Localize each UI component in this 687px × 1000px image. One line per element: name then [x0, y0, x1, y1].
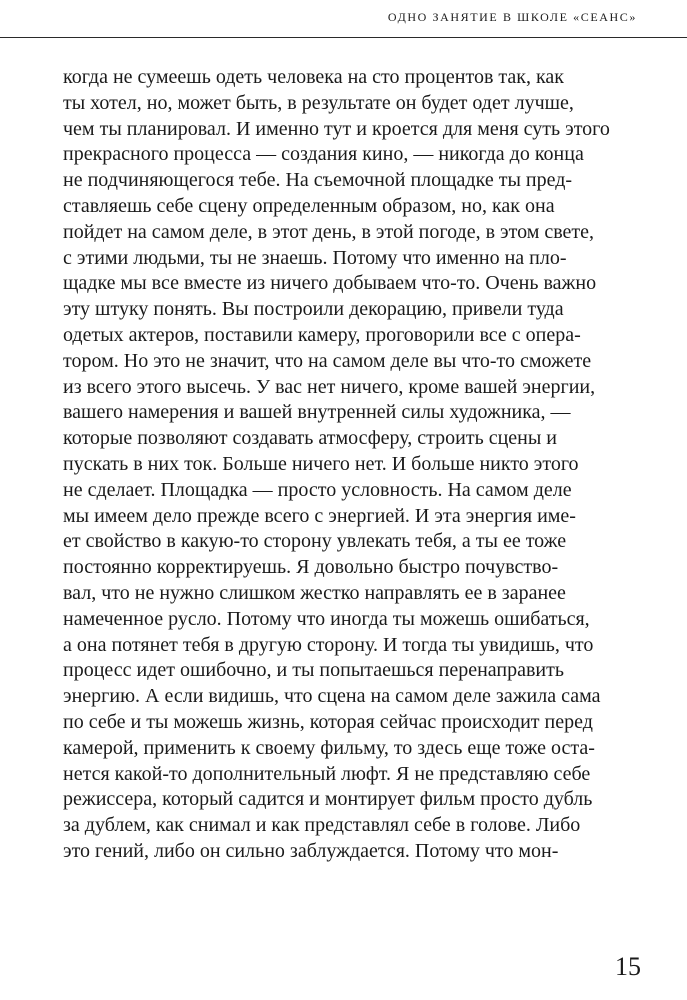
text-line: не подчиняющегося тебе. На съемочной площадке ты пред- — [63, 169, 573, 192]
text-line: пускать в них ток. Больше ничего нет. И больше никто этого — [63, 452, 579, 475]
text-line: одетых актеров, поставили камеру, проговорили все с опера- — [63, 323, 581, 346]
text-line: режиссера, который садится и монтирует фильм просто дубль — [63, 788, 593, 811]
body-text — [63, 65, 643, 865]
page-number: 15 — [615, 952, 641, 981]
text-line: постоянно корректируешь. Я довольно быстро почувство- — [63, 556, 559, 579]
text-line: прекрасного процесса — создания кино, — никогда до конца — [63, 143, 584, 166]
text-line: за дублем, как снимал и как представлял себе в голове. Либо — [63, 814, 581, 837]
text-line: пойдет на самом деле, в этот день, в этой погоде, в этом свете, — [63, 220, 595, 243]
text-line: ет свойство в какую-то сторону увлекать тебя, а ты ее тоже — [63, 530, 567, 553]
text-line: чем ты планировал. И именно тут и кроется для меня суть этого — [63, 117, 610, 140]
text-line: камерой, применить к своему фильму, то здесь еще тоже оста- — [63, 736, 595, 759]
text-line: с этими людьми, ты не знаешь. Потому что именно на пло- — [63, 246, 567, 269]
text-line: это гений, либо он сильно заблуждается. Потому что мон- — [63, 839, 559, 862]
text-line: по себе и ты можешь жизнь, которая сейчас происходит перед — [63, 710, 593, 733]
text-line: тором. Но это не значит, что на самом деле вы что-то сможете — [63, 349, 592, 372]
text-line: щадке мы все вместе из ничего добываем что-то. Очень важно — [63, 272, 597, 295]
text-line: ставляешь себе сцену определенным образом, но, как она — [63, 194, 555, 217]
running-header-title: ОДНО ЗАНЯТИЕ В ШКОЛЕ «СЕАНС» — [387, 10, 637, 24]
text-line: вашего намерения и вашей внутренней силы художника, — — [63, 401, 571, 424]
header-rule — [0, 37, 687, 38]
text-line: процесс идет ошибочно, и ты попытаешься перенаправить — [63, 659, 564, 682]
text-line: не сделает. Площадка — просто условность. На самом деле — [63, 478, 572, 501]
text-line: намеченное русло. Потому что иногда ты можешь ошибаться, — [63, 607, 590, 630]
text-line: нется какой-то дополнительный люфт. Я не представляю себе — [63, 762, 591, 785]
text-line: из всего этого высечь. У вас нет ничего, кроме вашей энергии, — [63, 375, 596, 398]
text-line: мы имеем дело прежде всего с энергией. И эта энергия име- — [63, 504, 576, 527]
text-line: ты хотел, но, может быть, в результате он будет одет лучше, — [63, 91, 574, 114]
text-line: вал, что не нужно слишком жестко направлять ее в заранее — [63, 581, 566, 604]
text-line: а она потянет тебя в другую сторону. И тогда ты увидишь, что — [63, 633, 594, 656]
text-line: энергию. А если видишь, что сцена на самом деле зажила сама — [63, 685, 601, 708]
text-line: когда не сумеешь одеть человека на сто процентов так, как — [63, 66, 564, 88]
text-line: эту штуку понять. Вы построили декорацию, привели туда — [63, 298, 564, 321]
text-line: которые позволяют создавать атмосферу, строить сцены и — [63, 427, 558, 450]
